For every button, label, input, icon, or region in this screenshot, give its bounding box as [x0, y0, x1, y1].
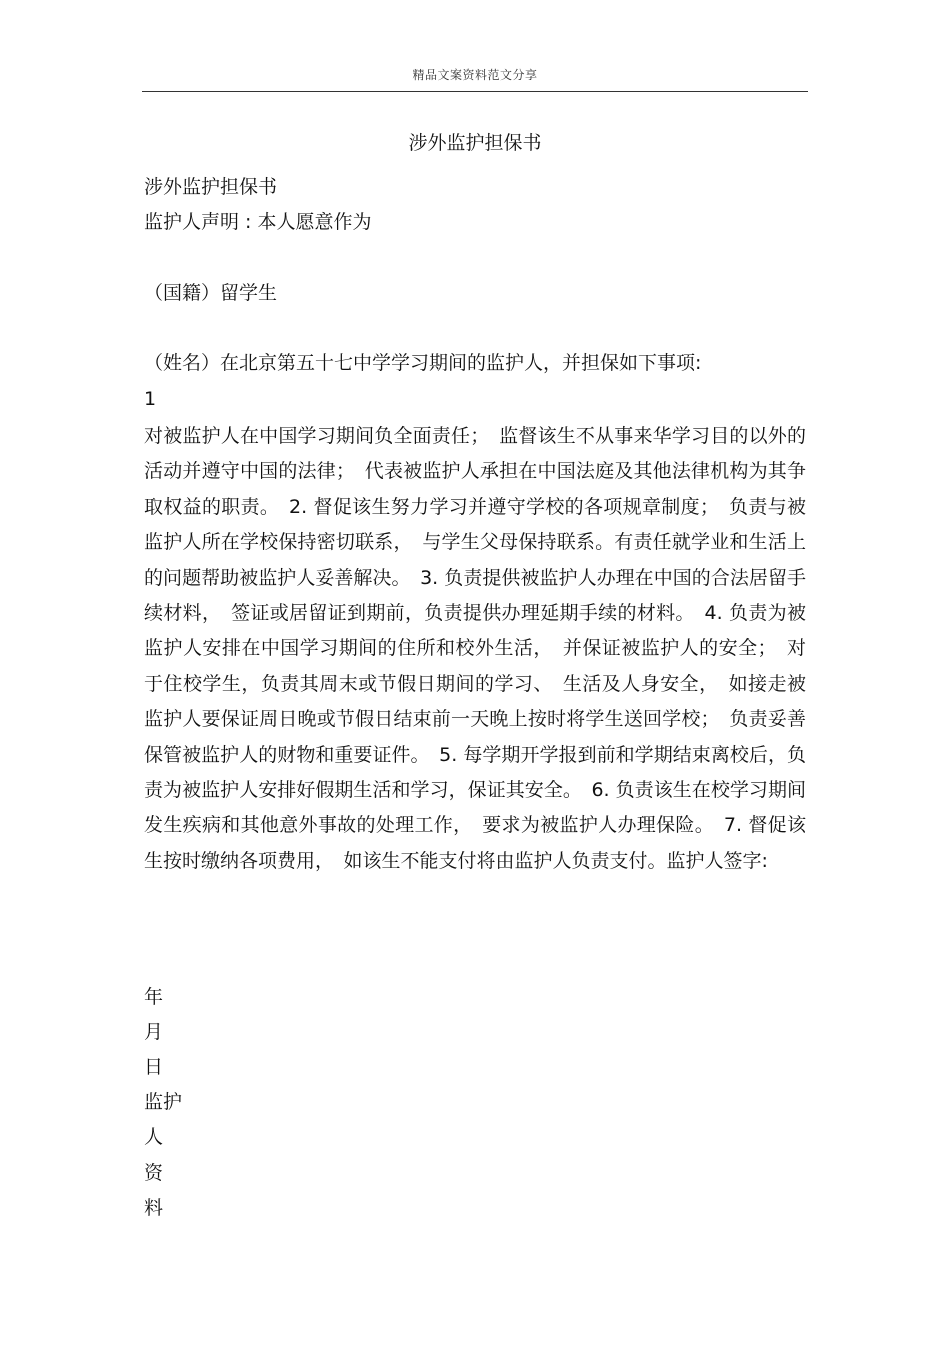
header-divider — [142, 91, 808, 92]
nationality-line: （国籍）留学生 — [144, 282, 278, 304]
date-day-label: 日 — [144, 1056, 164, 1078]
date-month-label: 月 — [144, 1021, 164, 1043]
document-title: 涉外监护担保书 — [408, 132, 542, 154]
page-header: 精品文案资料范文分享 — [412, 68, 538, 82]
guardian-declaration: 监护人声明 : 本人愿意作为 — [144, 211, 372, 233]
document-subtitle: 涉外监护担保书 — [144, 176, 278, 198]
guardian-info-label-4: 料 — [144, 1197, 164, 1219]
item-number: 1 — [144, 388, 157, 410]
name-line: （姓名）在北京第五十七中学学习期间的监护人，并担保如下事项: — [144, 352, 702, 374]
guardian-info-label-2: 人 — [144, 1126, 164, 1148]
date-year-label: 年 — [144, 986, 164, 1008]
guardian-info-label-1: 监护 — [144, 1091, 183, 1113]
guarantee-terms-body: 对被监护人在中国学习期间负全面责任； 监督该生不从事来华学习目的以外的活动并遵守中国的法律； 代表被监护人承担在中国法庭及其他法律机构为其争取权益的职责。 2. 督促该生努力学习并遵守学校的各项规章制度； 负责与被监护人所在学校保持密切联系， 与学生父母保持联系。有责任就学业和生活上的问题帮助被监护人妥善解决。 3. 负责提供被监护人办理在中国的合法居留手续材料， 签证或居留证到期前，负责提供办理延期手续的材料。 4. 负责为被监护人安排在中国学习期间的住所和校外生活， 并保证被监护人的安全； 对于住校学生，负责其周末或节假日期间的学习、 生活及人身安全， 如接走被监护人要保证周日晚或节假日结束前一天晚上按时将学生送回学校； 负责妥善保管被监护人的财物和重要证件。 5. 每学期开学报到前和学期结束离校后，负责为被监护人安排好假期生活和学习，保证其安全。 6. 负责该生在校学习期间发生疾病和其他意外事故的处理工作， 要求为被监护人办理保险。 7. 督促该生按时缴纳各项费用， 如该生不能支付将由监护人负责支付。监护人签字: — [144, 425, 806, 872]
guardian-info-label-3: 资 — [144, 1162, 164, 1184]
